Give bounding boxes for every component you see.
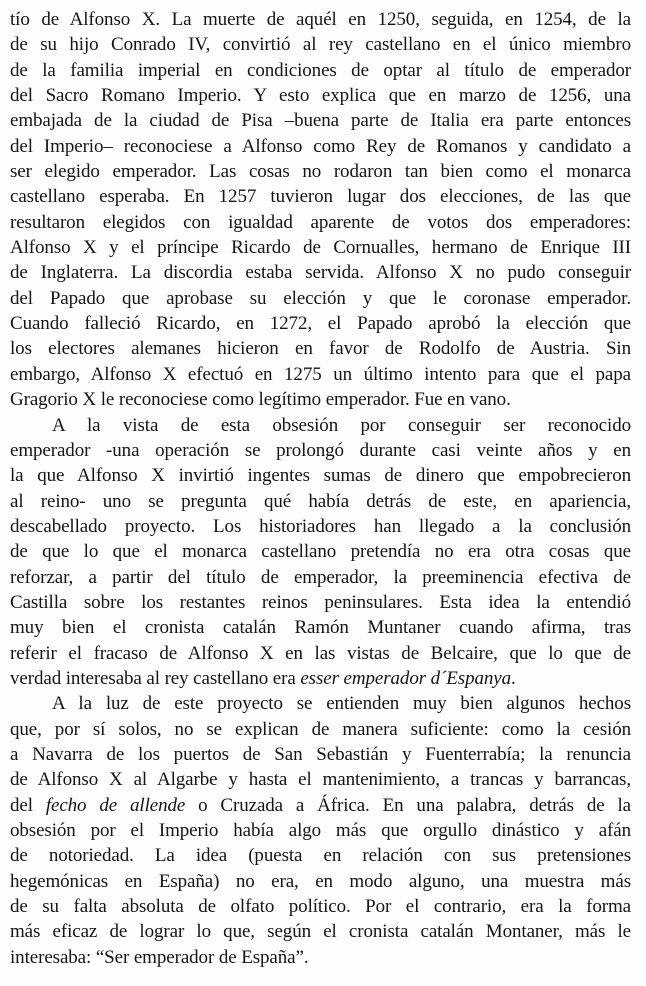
text-segment: al reino- uno se pregunta qué había detrás de este, en apariencia,: [10, 490, 631, 512]
text-segment: que, por sí solos, no se explican de manera suficiente: como la cesión: [10, 718, 631, 740]
text-line: [10, 843, 631, 868]
text-segment: de la familia imperial en condiciones de optar al título de emperador: [10, 59, 631, 81]
text-line: [10, 894, 631, 919]
paragraph: [10, 7, 631, 413]
text-segment: más eficaz de lograr lo que, según el cronista catalán Montaner, más le: [10, 921, 631, 943]
text-line: [10, 286, 631, 311]
text-segment: .: [511, 667, 516, 689]
text-line: [10, 615, 631, 640]
text-segment: hegemónicas en España) no era, en modo alguno, una muestra más: [10, 870, 631, 892]
text-line: [10, 869, 631, 894]
text-line: [10, 590, 631, 615]
text-line: [10, 134, 631, 159]
text-segment: de Inglaterra. La discordia estaba servida. Alfonso X no pudo conseguir: [10, 262, 631, 284]
text-segment: Cuando falleció Ricardo, en 1272, el Papado aprobó la elección que: [10, 313, 631, 335]
text-line: [10, 717, 631, 742]
text-segment: embajada de la ciudad de Pisa –buena parte de Italia era parte entonces: [10, 110, 631, 132]
italic-text-segment: fecho de allende: [45, 794, 186, 816]
text-segment: ser elegido emperador. Las cosas no rodaron tan bien como el monarca: [10, 161, 631, 183]
text-segment: castellano esperaba. En 1257 tuvieron lugar dos elecciones, de las que: [10, 186, 631, 208]
text-segment: o Cruzada a África. En una palabra, detrás de la: [185, 794, 631, 816]
text-segment: a Navarra de los puertos de San Sebastián y Fuenterrabía; la renuncia: [10, 743, 631, 765]
text-line: [10, 818, 631, 843]
text-line: [10, 767, 631, 792]
text-segment: Alfonso X y el príncipe Ricardo de Cornualles, hermano de Enrique III: [10, 237, 631, 259]
text-line: [10, 108, 631, 133]
text-line: [10, 945, 631, 970]
text-segment: del: [10, 794, 46, 816]
text-segment: del Papado que aprobase su elección y que le coronase emperador.: [10, 287, 631, 309]
text-segment: de su falta absoluta de olfato político. Por el contrario, era la forma: [10, 896, 631, 918]
text-line: [10, 413, 631, 438]
text-line: [10, 641, 631, 666]
text-segment: resultaron elegidos con igualdad aparente de votos dos emperadores:: [10, 211, 631, 233]
text-line: [10, 235, 631, 260]
text-segment: verdad interesaba al rey castellano era: [10, 667, 301, 689]
text-segment: Gragorio X le reconociese como legítimo emperador. Fue en vano.: [10, 389, 511, 411]
text-line: [10, 260, 631, 285]
text-segment: descabellado proyecto. Los historiadores han llegado a la conclusión: [10, 515, 631, 537]
text-segment: del Imperio– reconociese a Alfonso como Rey de Romanos y candidato a: [10, 135, 631, 157]
text-segment: interesaba: “Ser emperador de España”.: [10, 946, 309, 968]
text-line: [10, 7, 631, 32]
text-segment: A la vista de esta obsesión por conseguir ser reconocido: [52, 414, 631, 436]
paragraph: [10, 691, 631, 970]
text-line: [10, 691, 631, 716]
text-segment: de que lo que el monarca castellano pretendía no era otra cosas que: [10, 541, 631, 563]
text-segment: obsesión por el Imperio había algo más que orgullo dinástico y afán: [10, 820, 631, 841]
italic-text-segment: esser emperador d´Espanya: [300, 667, 512, 689]
text-segment: Castilla sobre los restantes reinos peninsulares. Esta idea la entendió: [10, 591, 631, 613]
text-line: [10, 742, 631, 767]
text-line: [10, 311, 631, 336]
text-segment: de notoriedad. La idea (puesta en relación con sus pretensiones: [10, 845, 631, 867]
text-line: [10, 489, 631, 514]
text-segment: tío de Alfonso X. La muerte de aquél en 1250, seguida, en 1254, de la: [10, 9, 631, 30]
text-segment: A la luz de este proyecto se entienden muy bien algunos hechos: [52, 693, 631, 715]
text-segment: reforzar, a partir del título de emperador, la preeminencia efectiva de: [10, 566, 631, 588]
text-line: [10, 793, 631, 818]
text-line: [10, 362, 631, 387]
text-line: [10, 83, 631, 108]
text-line: [10, 336, 631, 361]
text-segment: muy bien el cronista catalán Ramón Muntaner cuando afirma, tras: [10, 617, 631, 639]
text-segment: la que Alfonso X invirtió ingentes sumas de dinero que empobrecieron: [10, 465, 631, 487]
text-line: [10, 565, 631, 590]
text-line: [10, 919, 631, 944]
text-line: [10, 514, 631, 539]
text-line: [10, 438, 631, 463]
text-line: [10, 159, 631, 184]
text-segment: los electores alemanes hicieron en favor de Rodolfo de Austria. Sin: [10, 338, 631, 360]
text-line: [10, 32, 631, 57]
paragraph: [10, 413, 631, 692]
text-line: [10, 539, 631, 564]
text-block: [10, 7, 631, 970]
text-line: [10, 184, 631, 209]
text-line: [10, 387, 631, 412]
text-segment: emperador -una operación se prolongó durante casi veinte años y en: [10, 439, 631, 461]
text-segment: de Alfonso X al Algarbe y hasta el mantenimiento, a trancas y barrancas,: [10, 769, 631, 791]
text-segment: de su hijo Conrado IV, convirtió al rey castellano en el único miembro: [10, 34, 631, 56]
text-line: [10, 58, 631, 83]
text-line: [10, 463, 631, 488]
text-segment: embargo, Alfonso X efectuó en 1275 un último intento para que el papa: [10, 363, 631, 385]
text-segment: del Sacro Romano Imperio. Y esto explica que en marzo de 1256, una: [10, 85, 631, 107]
text-line: [10, 210, 631, 235]
text-segment: referir el fracaso de Alfonso X en las vistas de Belcaire, que lo que de: [10, 642, 631, 664]
text-line: [10, 666, 631, 691]
